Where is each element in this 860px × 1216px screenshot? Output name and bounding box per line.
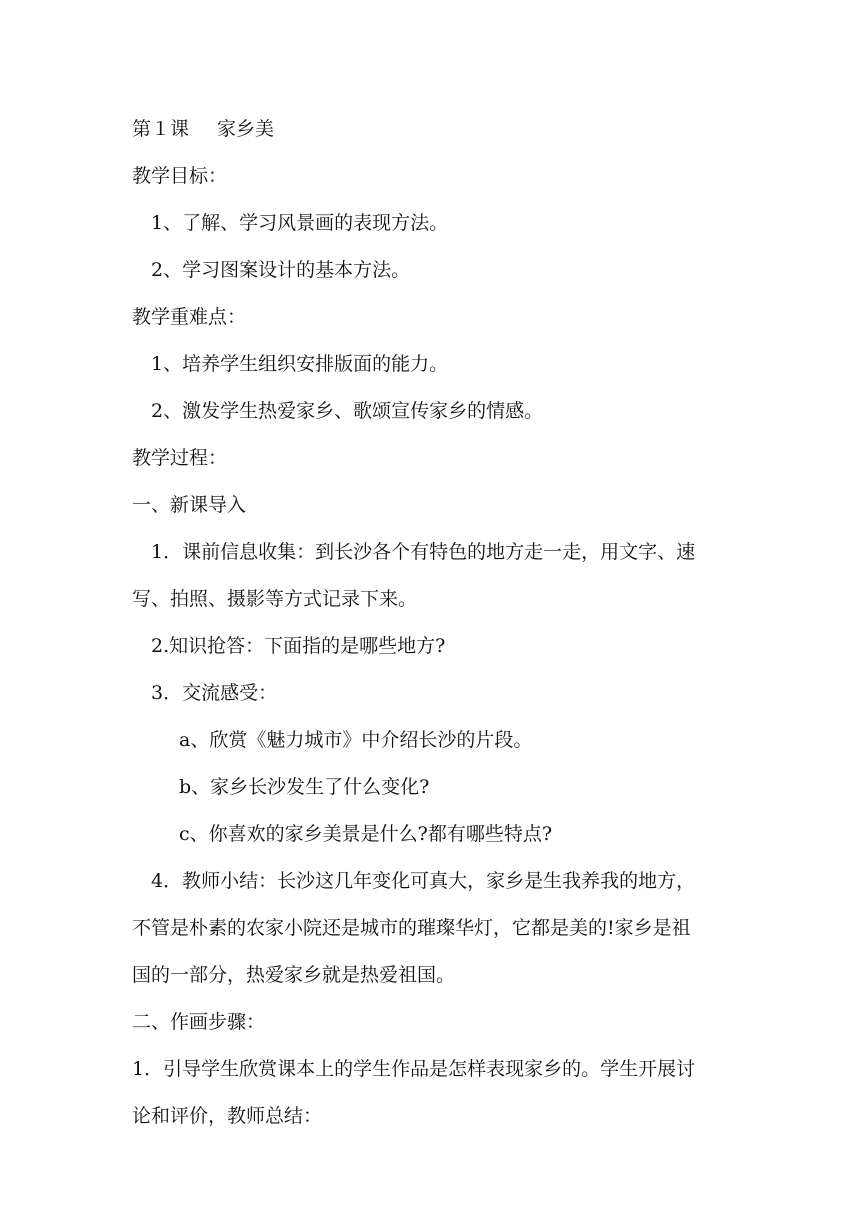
section1-step2: 2.知识抢答：下面指的是哪些地方? xyxy=(151,635,446,657)
section1-heading: 一、新课导入 xyxy=(132,494,247,516)
lesson-name: 家乡美 xyxy=(217,118,275,140)
objective-item: 1、了解、学习风景画的表现方法。 xyxy=(151,212,449,234)
paragraph-line: 论和评价，教师总结： xyxy=(132,1105,323,1127)
objective-item: 2、学习图案设计的基本方法。 xyxy=(151,259,411,281)
step3-sub-item: b、家乡长沙发生了什么变化? xyxy=(179,776,430,798)
paragraph-line: 写、拍照、摄影等方式记录下来。 xyxy=(132,588,418,610)
section2-heading: 二、作画步骤： xyxy=(132,1011,266,1033)
section2-step1 xyxy=(132,1052,732,1133)
paragraph-line: 国的一部分，热爱家乡就是热爱祖国。 xyxy=(132,964,456,986)
paragraph-line: 1．引导学生欣赏课本上的学生作品是怎样表现家乡的。学生开展讨 xyxy=(132,1058,696,1080)
process-heading: 教学过程： xyxy=(132,447,228,469)
section1-step1 xyxy=(132,535,732,616)
document-body xyxy=(132,112,732,1146)
section1-step3: 3．交流感受： xyxy=(151,682,278,704)
paragraph-line: 4．教师小结：长沙这几年变化可真大，家乡是生我养我的地方， xyxy=(151,870,696,892)
section1-step4 xyxy=(132,864,732,992)
paragraph-line: 不管是朴素的农家小院还是城市的璀璨华灯，它都是美的!家乡是祖 xyxy=(132,917,691,939)
paragraph-line: 1．课前信息收集：到长沙各个有特色的地方走一走，用文字、速 xyxy=(151,541,696,563)
step3-sub-item: a、欣赏《魅力城市》中介绍长沙的片段。 xyxy=(179,729,533,751)
lesson-title xyxy=(132,112,732,146)
lesson-number: 第１课 xyxy=(132,118,190,140)
key-points-heading: 教学重难点： xyxy=(132,306,247,328)
step3-sub-item: c、你喜欢的家乡美景是什么?都有哪些特点? xyxy=(179,823,553,845)
key-point-item: 1、培养学生组织安排版面的能力。 xyxy=(151,353,449,375)
objectives-heading: 教学目标： xyxy=(132,165,228,187)
key-point-item: 2、激发学生热爱家乡、歌颂宣传家乡的情感。 xyxy=(151,400,544,422)
